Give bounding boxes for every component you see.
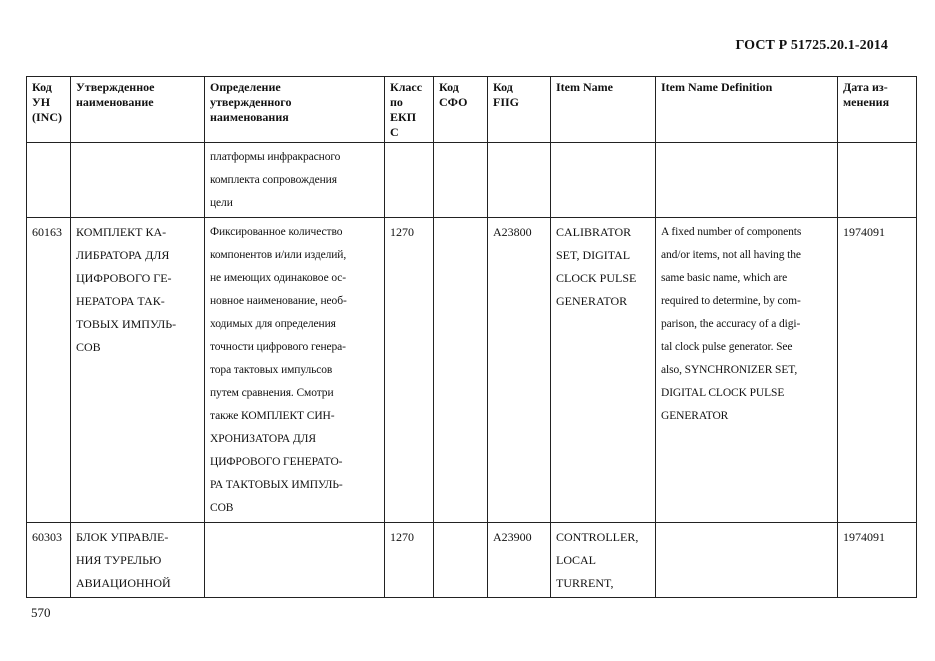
cell-item-definition: [656, 523, 838, 598]
cell-change-date: 1974091: [838, 218, 917, 523]
cell-definition: платформы инфракрасного комплекта сопровождения цели: [205, 143, 385, 218]
table-row: [27, 218, 917, 523]
cell-item-definition: A fixed number of components and/or items, not all having the same basic name, which are required to determine, by com- parison, the accuracy of a digi- tal clock pulse generator. See also, SYNCHRONIZER SET, DIGITAL CLOCK PULSE GENERATOR: [656, 218, 838, 523]
cell-change-date: 1974091: [838, 523, 917, 598]
cell-fiig: A23900: [488, 523, 551, 598]
cell-inc: 60303: [27, 523, 71, 598]
cell-approved-name: [71, 143, 205, 218]
nomenclature-table: [26, 76, 917, 598]
header-row: [27, 77, 917, 143]
page-number: 570: [31, 605, 51, 620]
cell-item-name: [551, 143, 656, 218]
cell-sfo: [434, 143, 488, 218]
cell-inc: 60163: [27, 218, 71, 523]
cell-class: 1270: [385, 218, 434, 523]
cell-definition: Фиксированное количество компонентов и/или изделий, не имеющих одинаковое ос- новное наименование, необ- ходимых для определения точности цифрового генера- тора тактовых импульсов путем сравнения. Смотри также КОМПЛЕКТ СИН- ХРОНИЗАТОРА ДЛЯ ЦИФРОВОГО ГЕНЕРАТО- РА ТАКТОВЫХ ИМПУЛЬ- СОВ: [205, 218, 385, 523]
cell-class: [385, 143, 434, 218]
cell-sfo: [434, 523, 488, 598]
col-header-item-definition: Item Name Definition: [656, 77, 838, 143]
cell-class: 1270: [385, 523, 434, 598]
cell-change-date: [838, 143, 917, 218]
cell-approved-name: КОМПЛЕКТ КА- ЛИБРАТОРА ДЛЯ ЦИФРОВОГО ГЕ- НЕРАТОРА ТАК- ТОВЫХ ИМПУЛЬ- СОВ: [71, 218, 205, 523]
col-header-item-name: Item Name: [551, 77, 656, 143]
cell-inc: [27, 143, 71, 218]
table-row: [27, 523, 917, 598]
cell-fiig: [488, 143, 551, 218]
col-header-change-date: Дата из- менения: [838, 77, 917, 143]
cell-definition: [205, 523, 385, 598]
col-header-class: Класс по ЕКП С: [385, 77, 434, 143]
col-header-fiig: Код FIIG: [488, 77, 551, 143]
cell-approved-name: БЛОК УПРАВЛЕ- НИЯ ТУРЕЛЬЮ АВИАЦИОННОЙ: [71, 523, 205, 598]
col-header-sfo: Код СФО: [434, 77, 488, 143]
cell-sfo: [434, 218, 488, 523]
col-header-definition: Определение утвержденного наименования: [205, 77, 385, 143]
cell-item-name: CONTROLLER, LOCAL TURRENT,: [551, 523, 656, 598]
table-row: [27, 143, 917, 218]
col-header-approved-name: Утвержденное наименование: [71, 77, 205, 143]
document-title: ГОСТ Р 51725.20.1-2014: [735, 38, 888, 53]
cell-item-name: CALIBRATOR SET, DIGITAL CLOCK PULSE GENERATOR: [551, 218, 656, 523]
col-header-inc: Код УН (INC): [27, 77, 71, 143]
cell-fiig: A23800: [488, 218, 551, 523]
cell-item-definition: [656, 143, 838, 218]
